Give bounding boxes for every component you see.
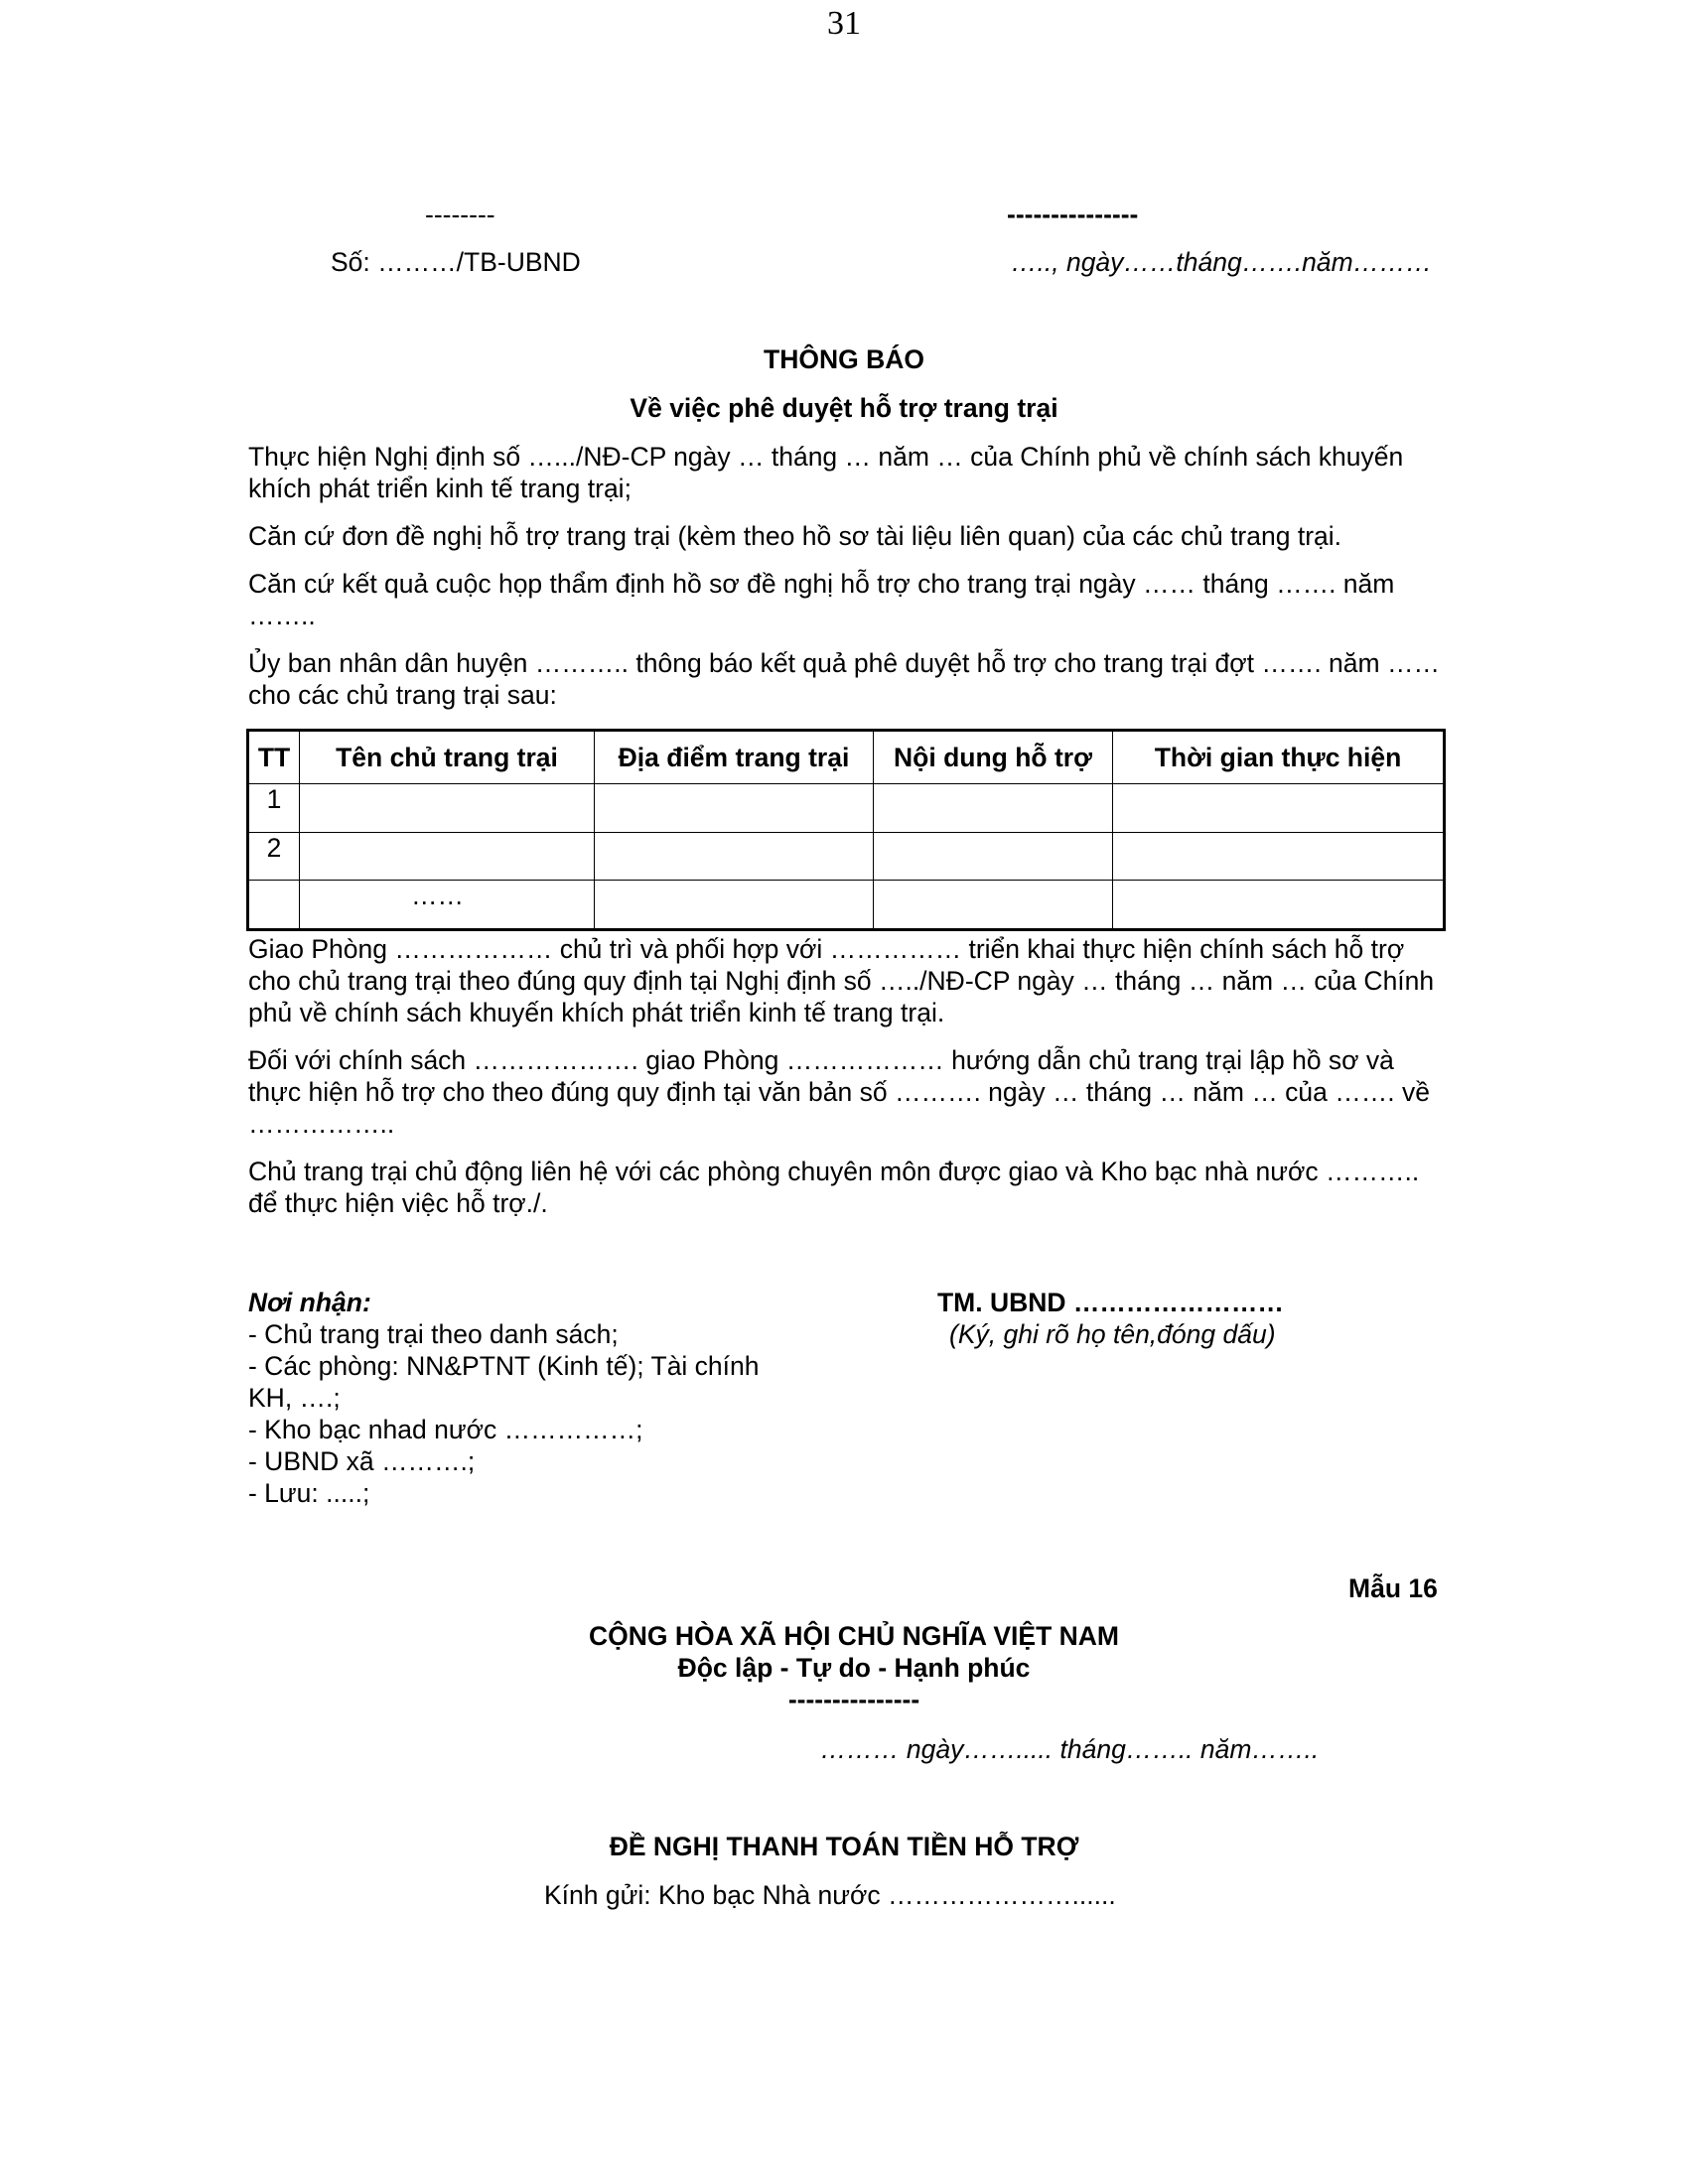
document-number: Số: ………/TB-UBND — [331, 247, 581, 277]
form-title: ĐỀ NGHỊ THANH TOÁN TIỀN HỖ TRỢ — [609, 1832, 1079, 1861]
form-date: ……… ngày……..... tháng…….. năm…….. — [820, 1734, 1320, 1764]
paragraph-owner-contact: Chủ trang trại chủ động liên hệ với các phòng chuyên môn được giao và Kho bạc nhà nước ……….. để thực hiện việc hỗ trợ./. — [248, 1157, 1420, 1218]
column-header-location: Địa điểm trang trại — [595, 731, 874, 784]
page-number: 31 — [827, 5, 861, 42]
table-row — [248, 881, 1445, 930]
document-title: THÔNG BÁO — [764, 344, 924, 374]
table-cell — [595, 784, 874, 833]
support-table — [246, 729, 1446, 931]
table-cell: 1 — [248, 784, 300, 833]
document-subtitle: Về việc phê duyệt hỗ trợ trang trại — [630, 393, 1058, 423]
motto-separator: --------------- — [787, 1685, 920, 1714]
signature-note: (Ký, ghi rõ họ tên,đóng dấu) — [949, 1319, 1276, 1349]
nation-header: CỘNG HÒA XÃ HỘI CHỦ NGHĨA VIỆT NAM — [589, 1621, 1119, 1651]
paragraph-appraisal: Căn cứ kết quả cuộc họp thẩm định hồ sơ đề nghị hỗ trợ cho trang trại ngày …… tháng ……. năm …….. — [248, 569, 1395, 630]
header-left-separator: -------- — [425, 200, 495, 229]
table-row — [248, 832, 1445, 881]
table-cell — [595, 832, 874, 881]
paragraph-announcement: Ủy ban nhân dân huyện ……….. thông báo kết quả phê duyệt hỗ trợ cho trang trại đợt ……. năm …… cho các chủ trang trại sau: — [248, 648, 1440, 710]
paragraph-legal-basis: Thực hiện Nghị định số ….../NĐ-CP ngày … tháng … năm … của Chính phủ về chính sách khuyến khích phát triển kinh tế trang trại; — [248, 442, 1404, 503]
column-header-owner: Tên chủ trang trại — [300, 731, 595, 784]
table-header-row — [248, 731, 1445, 784]
paragraph-assignment: Giao Phòng ……………… chủ trì và phối hợp với …………… triển khai thực hiện chính sách hỗ trợ cho chủ trang trại theo đúng quy định tại Nghị định số …../NĐ-CP ngày … tháng … năm … của Chính phủ về chính sách khuyến khích phát triển kinh tế trang trại. — [248, 934, 1435, 1027]
paragraph-application: Căn cứ đơn đề nghị hỗ trợ trang trại (kèm theo hồ sơ tài liệu liên quan) của các chủ trang trại. — [248, 521, 1342, 551]
table-cell — [1113, 784, 1445, 833]
table-cell: 2 — [248, 832, 300, 881]
national-motto: Độc lập - Tự do - Hạnh phúc — [677, 1653, 1031, 1683]
signature-title: TM. UBND …………………… — [937, 1288, 1284, 1317]
list-item: - Lưu: .....; — [248, 1478, 370, 1508]
list-item: - Kho bạc nhad nước ……………; — [248, 1415, 643, 1444]
form-addressee: Kính gửi: Kho bạc Nhà nước …………………...... — [544, 1880, 1116, 1910]
list-item: - Các phòng: NN&PTNT (Kinh tế); Tài chính KH, ….; — [248, 1351, 760, 1413]
table-row — [248, 784, 1445, 833]
column-header-duration: Thời gian thực hiện — [1113, 731, 1445, 784]
recipients-title: Nơi nhận: — [248, 1288, 371, 1317]
column-header-tt: TT — [248, 731, 300, 784]
table-cell: …… — [300, 881, 595, 930]
recipients-list — [248, 1318, 765, 1509]
list-item: - UBND xã ……….; — [248, 1446, 476, 1476]
table-cell — [874, 881, 1113, 930]
table-cell — [874, 784, 1113, 833]
list-item: - Chủ trang trại theo danh sách; — [248, 1319, 619, 1349]
table-cell — [300, 832, 595, 881]
table-cell — [874, 832, 1113, 881]
header-right-separator: --------------- — [1007, 200, 1139, 229]
table-cell — [595, 881, 874, 930]
table-cell — [1113, 832, 1445, 881]
form-label: Mẫu 16 — [1348, 1573, 1438, 1603]
table-cell — [248, 881, 300, 930]
paragraph-policy-guidance: Đối với chính sách ………………. giao Phòng ……………… hướng dẫn chủ trang trại lập hồ sơ và thực hiện hỗ trợ cho theo đúng quy định tại văn bản số ………. ngày … tháng … năm … của ……. về …………….. — [248, 1045, 1430, 1139]
column-header-content: Nội dung hỗ trợ — [874, 731, 1113, 784]
table-cell — [1113, 881, 1445, 930]
table-cell — [300, 784, 595, 833]
document-date: ….., ngày……tháng…….năm……… — [1011, 247, 1433, 277]
